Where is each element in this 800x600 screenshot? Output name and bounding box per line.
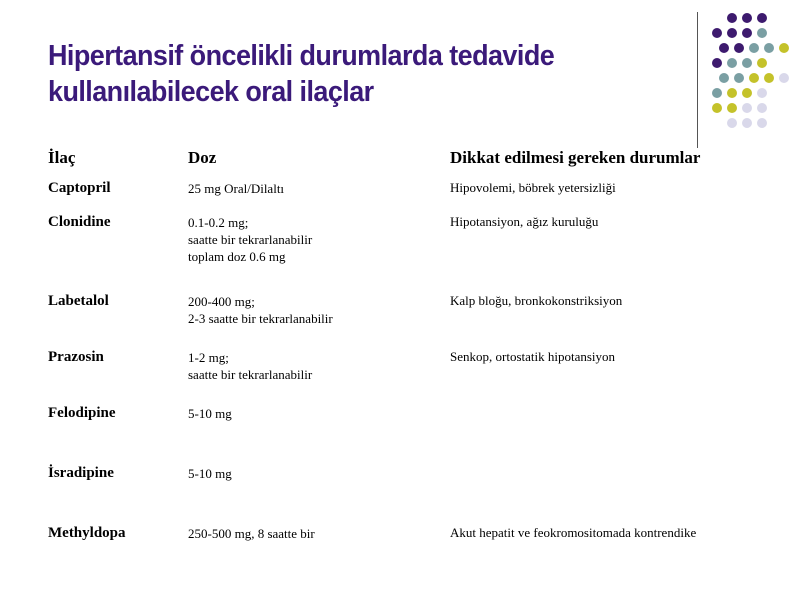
decorative-dot xyxy=(742,88,752,98)
decorative-dot xyxy=(779,43,789,53)
decorative-dot xyxy=(757,118,767,128)
decorative-dot xyxy=(712,58,722,68)
decorative-dot xyxy=(757,103,767,113)
dose-line: 5-10 mg xyxy=(188,466,232,481)
header-drug: İlaç xyxy=(48,148,76,167)
decorative-dot-grid xyxy=(0,0,800,140)
dose-line: 200-400 mg; xyxy=(188,294,255,309)
decorative-dot xyxy=(727,88,737,98)
decorative-dot xyxy=(727,28,737,38)
decorative-dot xyxy=(712,28,722,38)
drug-dose xyxy=(188,293,333,327)
decorative-dot xyxy=(742,28,752,38)
decorative-dot xyxy=(742,58,752,68)
dose-line: 2-3 saatte bir tekrarlanabilir xyxy=(188,311,333,326)
header-dose: Doz xyxy=(188,148,217,167)
drug-name: İsradipine xyxy=(48,465,114,481)
decorative-dot xyxy=(727,118,737,128)
dose-line: saatte bir tekrarlanabilir xyxy=(188,232,313,247)
decorative-dot xyxy=(779,73,789,83)
decorative-dot xyxy=(719,73,729,83)
drug-caution: Hipovolemi, böbrek yetersizliği xyxy=(450,180,616,195)
slide-title-line-2: kullanılabilecek oral ilaçlar xyxy=(48,76,374,108)
decorative-dot xyxy=(712,88,722,98)
dose-line: 1-2 mg; xyxy=(188,350,229,365)
drug-name: Methyldopa xyxy=(48,525,126,541)
drug-dose xyxy=(188,405,232,422)
decorative-dot xyxy=(727,103,737,113)
dose-line: 25 mg Oral/Dilaltı xyxy=(188,181,285,196)
decorative-dot xyxy=(742,118,752,128)
drug-dose xyxy=(188,465,232,482)
drug-caution: Senkop, ortostatik hipotansiyon xyxy=(450,349,616,364)
decorative-dot xyxy=(764,73,774,83)
decorative-dot xyxy=(727,58,737,68)
drug-name: Captopril xyxy=(48,180,111,196)
header-caution: Dikkat edilmesi gereken durumlar xyxy=(450,148,701,167)
decorative-dot xyxy=(734,43,744,53)
slide-title-line-1: Hipertansif öncelikli durumlarda tedavide xyxy=(48,40,555,72)
dose-line: 5-10 mg xyxy=(188,406,232,421)
dose-line: 250-500 mg, 8 saatte bir xyxy=(188,526,315,541)
drug-caution: Hipotansiyon, ağız kuruluğu xyxy=(450,214,599,229)
decorative-dot xyxy=(757,28,767,38)
drug-dose xyxy=(188,214,312,265)
decorative-dot xyxy=(757,88,767,98)
decorative-dot xyxy=(757,13,767,23)
dose-line: saatte bir tekrarlanabilir xyxy=(188,367,313,382)
drug-caution: Akut hepatit ve feokromositomada kontrendike xyxy=(450,525,697,540)
dose-line: toplam doz 0.6 mg xyxy=(188,249,286,264)
dose-line: 0.1-0.2 mg; xyxy=(188,215,249,230)
drug-dose xyxy=(188,525,315,542)
decorative-dot xyxy=(742,103,752,113)
drug-name: Labetalol xyxy=(48,293,109,309)
decorative-dot xyxy=(757,58,767,68)
decorative-dot xyxy=(734,73,744,83)
decorative-dot xyxy=(749,43,759,53)
drug-name: Felodipine xyxy=(48,405,116,421)
drug-name: Clonidine xyxy=(48,214,111,230)
decorative-dot xyxy=(712,103,722,113)
drug-dose xyxy=(188,180,284,197)
decorative-dot xyxy=(742,13,752,23)
decorative-dot xyxy=(719,43,729,53)
decorative-dot xyxy=(749,73,759,83)
drug-dose xyxy=(188,349,312,383)
drug-name: Prazosin xyxy=(48,349,104,365)
decorative-dot xyxy=(764,43,774,53)
decorative-dot xyxy=(727,13,737,23)
drug-caution: Kalp bloğu, bronkokonstriksiyon xyxy=(450,293,623,308)
